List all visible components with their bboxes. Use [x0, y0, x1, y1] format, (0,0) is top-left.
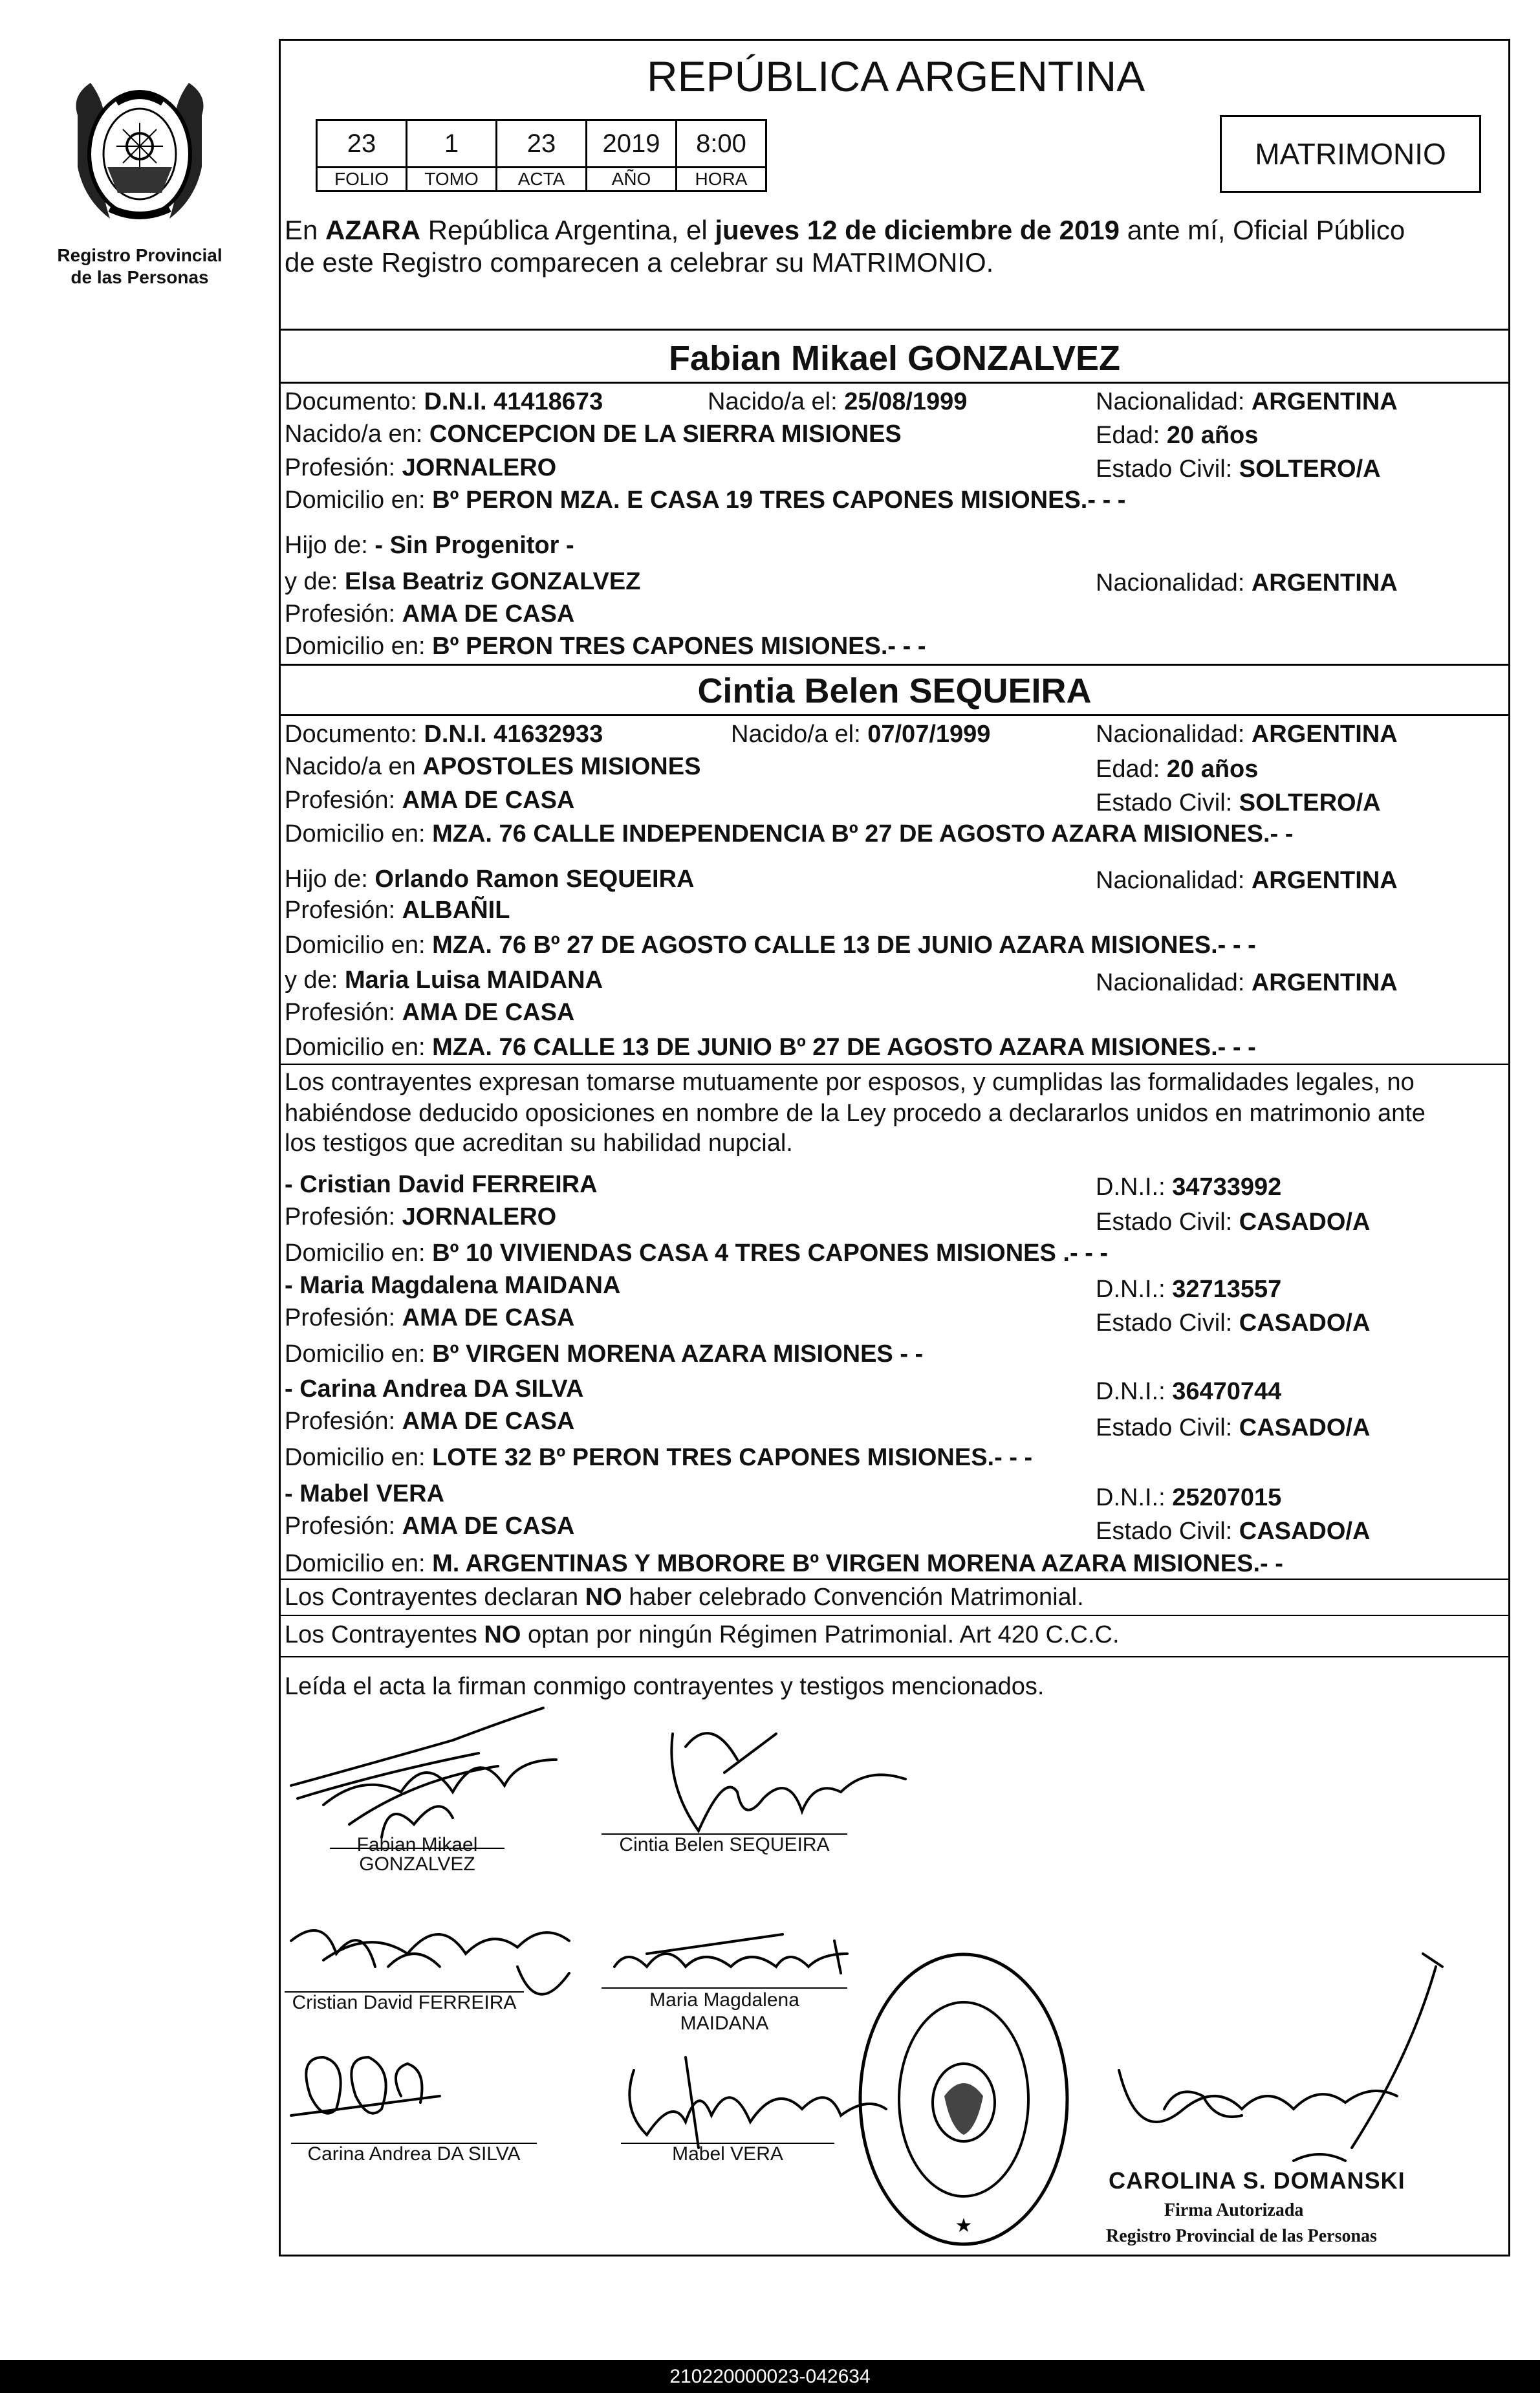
- spouse1-nationality: Nacionalidad: ARGENTINA: [1096, 388, 1398, 415]
- witness3-name: - Carina Andrea DA SILVA: [285, 1375, 584, 1403]
- folio-label: FOLIO: [317, 168, 407, 191]
- spouse1-profession: Profesión: JORNALERO: [285, 454, 557, 481]
- sig-mabel: Mabel VERA: [672, 2143, 783, 2165]
- spouse2-address: Domicilio en: MZA. 76 CALLE INDEPENDENCIA Bº 27 DE AGOSTO AZARA MISIONES.- -: [285, 820, 1294, 847]
- misiones-seal-icon: [65, 70, 215, 238]
- divider: [279, 382, 1510, 384]
- sig-fabian-line2: GONZALVEZ: [359, 1853, 475, 1875]
- witness1-name: - Cristian David FERREIRA: [285, 1171, 598, 1198]
- witness4-profession: Profesión: AMA DE CASA: [285, 1513, 575, 1540]
- acta-value: 23: [497, 120, 587, 168]
- intro-line2: de este Registro comparecen a celebrar su MATRIMONIO.: [285, 247, 994, 278]
- witness1-profession: Profesión: JORNALERO: [285, 1203, 557, 1230]
- witness2-dni: D.N.I.: 32713557: [1096, 1276, 1282, 1303]
- convention-text: Los Contrayentes declaran NO haber celebrado Convención Matrimonial.: [285, 1584, 1084, 1611]
- anio-label: AÑO: [587, 168, 677, 191]
- witness1-dni: D.N.I.: 34733992: [1096, 1174, 1282, 1201]
- sig-carina: Carina Andrea DA SILVA: [307, 2143, 521, 2165]
- spouse1-address: Domicilio en: Bº PERON MZA. E CASA 19 TRES CAPONES MISIONES.- - -: [285, 486, 1126, 514]
- official-stamp: [854, 1947, 1074, 2251]
- divider: [279, 664, 1510, 666]
- witness4-address: Domicilio en: M. ARGENTINAS Y MBORORE Bº VIRGEN MORENA AZARA MISIONES.- -: [285, 1550, 1283, 1577]
- spouse1-mother-profession: Profesión: AMA DE CASA: [285, 600, 575, 628]
- registry-table: [316, 119, 767, 192]
- acta-label: ACTA: [497, 168, 587, 191]
- hora-value: 8:00: [677, 120, 766, 168]
- declaration-line1: Los contrayentes expresan tomarse mutuamente por esposos, y cumplidas las formalidades legales, no: [285, 1069, 1415, 1096]
- document-id-bar: 210220000023-042634: [0, 2360, 1540, 2393]
- spouse2-nationality: Nacionalidad: ARGENTINA: [1096, 721, 1398, 748]
- spouse2-civil-status: Estado Civil: SOLTERO/A: [1096, 789, 1381, 816]
- closing-text: Leída el acta la firman conmigo contrayentes y testigos mencionados.: [285, 1673, 1045, 1700]
- spouse1-name: Fabian Mikael GONZALVEZ: [668, 339, 1121, 378]
- witness4-civil: Estado Civil: CASADO/A: [1096, 1518, 1371, 1545]
- certificate-type-box: MATRIMONIO: [1220, 115, 1481, 193]
- province-logo: [65, 70, 215, 238]
- spouse2-name: Cintia Belen SEQUEIRA: [697, 672, 1092, 710]
- divider: [279, 1615, 1510, 1616]
- divider: [279, 714, 1510, 716]
- witness4-name: - Mabel VERA: [285, 1480, 445, 1507]
- sig-fabian-line1: Fabian Mikael: [356, 1834, 478, 1855]
- country-title: REPÚBLICA ARGENTINA: [647, 52, 1145, 100]
- hora-label: HORA: [677, 168, 766, 191]
- sig-maria-line1: Maria Magdalena: [649, 1989, 799, 2011]
- svg-text:★: ★: [955, 2215, 973, 2236]
- divider: [279, 1579, 1510, 1580]
- spouse2-profession: Profesión: AMA DE CASA: [285, 787, 575, 814]
- spouse2-mother-nationality: Nacionalidad: ARGENTINA: [1096, 969, 1398, 996]
- spouse2-father-profession: Profesión: ALBAÑIL: [285, 897, 510, 924]
- spouse1-age: Edad: 20 años: [1096, 422, 1259, 449]
- spouse2-age: Edad: 20 años: [1096, 756, 1259, 783]
- spouse2-doc: Documento: D.N.I. 41632933: [285, 721, 603, 748]
- witness3-dni: D.N.I.: 36470744: [1096, 1378, 1282, 1405]
- spouse2-birthplace: Nacido/a en APOSTOLES MISIONES: [285, 753, 701, 780]
- logo-caption-line1: Registro Provincial: [57, 245, 222, 265]
- logo-caption-line2: de las Personas: [70, 267, 209, 287]
- regime-text: Los Contrayentes NO optan por ningún Régimen Patrimonial. Art 420 C.C.C.: [285, 1621, 1120, 1648]
- spouse1-doc: Documento: D.N.I. 41418673: [285, 388, 603, 415]
- witness3-civil: Estado Civil: CASADO/A: [1096, 1414, 1371, 1441]
- spouse1-father: Hijo de: - Sin Progenitor -: [285, 532, 574, 559]
- spouse2-father: Hijo de: Orlando Ramon SEQUEIRA: [285, 866, 695, 893]
- sig-cristian: Cristian David FERREIRA: [292, 1992, 517, 2013]
- anio-value: 2019: [587, 120, 677, 168]
- stamp-seal-icon: [854, 1947, 1074, 2251]
- witness2-civil: Estado Civil: CASADO/A: [1096, 1309, 1371, 1337]
- witness2-address: Domicilio en: Bº VIRGEN MORENA AZARA MISIONES - -: [285, 1340, 924, 1368]
- sig-cintia: Cintia Belen SEQUEIRA: [619, 1834, 830, 1855]
- divider: [279, 1064, 1510, 1065]
- spouse1-birthplace: Nacido/a en: CONCEPCION DE LA SIERRA MISIONES: [285, 421, 902, 448]
- witness3-profession: Profesión: AMA DE CASA: [285, 1408, 575, 1435]
- spouse1-mother-address: Domicilio en: Bº PERON TRES CAPONES MISIONES.- - -: [285, 633, 926, 660]
- officer-org: Registro Provincial de las Personas: [1106, 2226, 1377, 2246]
- witness1-civil: Estado Civil: CASADO/A: [1096, 1208, 1371, 1236]
- divider: [279, 329, 1510, 331]
- spouse2-born: Nacido/a el: 07/07/1999: [731, 721, 991, 748]
- witness2-profession: Profesión: AMA DE CASA: [285, 1304, 575, 1331]
- witness4-dni: D.N.I.: 25207015: [1096, 1484, 1282, 1511]
- witness3-address: Domicilio en: LOTE 32 Bº PERON TRES CAPONES MISIONES.- - -: [285, 1444, 1033, 1471]
- officer-title: Firma Autorizada: [1164, 2200, 1304, 2220]
- spouse2-mother: y de: Maria Luisa MAIDANA: [285, 967, 603, 994]
- spouse2-mother-address: Domicilio en: MZA. 76 CALLE 13 DE JUNIO Bº 27 DE AGOSTO AZARA MISIONES.- - -: [285, 1034, 1256, 1061]
- witness2-name: - Maria Magdalena MAIDANA: [285, 1272, 621, 1299]
- spouse1-mother: y de: Elsa Beatriz GONZALVEZ: [285, 568, 641, 595]
- spouse2-father-address: Domicilio en: MZA. 76 Bº 27 DE AGOSTO CALLE 13 DE JUNIO AZARA MISIONES.- - -: [285, 932, 1256, 959]
- declaration-line3: los testigos que acreditan su habilidad nupcial.: [285, 1130, 793, 1157]
- spouse1-mother-nationality: Nacionalidad: ARGENTINA: [1096, 569, 1398, 596]
- divider: [279, 1656, 1510, 1657]
- tomo-value: 1: [407, 120, 497, 168]
- folio-value: 23: [317, 120, 407, 168]
- spouse2-father-nationality: Nacionalidad: ARGENTINA: [1096, 867, 1398, 894]
- intro-line1: En AZARA República Argentina, el jueves 12 de diciembre de 2019 ante mí, Oficial Público: [285, 215, 1405, 245]
- spouse2-mother-profession: Profesión: AMA DE CASA: [285, 999, 575, 1026]
- tomo-label: TOMO: [407, 168, 497, 191]
- witness1-address: Domicilio en: Bº 10 VIVIENDAS CASA 4 TRES CAPONES MISIONES .- - -: [285, 1240, 1109, 1267]
- declaration-line2: habiéndose deducido oposiciones en nombre de la Ley procedo a declararlos unidos en matrimonio ante: [285, 1100, 1426, 1127]
- officer-name: CAROLINA S. DOMANSKI: [1109, 2167, 1405, 2194]
- spouse1-born: Nacido/a el: 25/08/1999: [708, 388, 968, 415]
- sig-maria-line2: MAIDANA: [680, 2013, 769, 2034]
- spouse1-civil-status: Estado Civil: SOLTERO/A: [1096, 455, 1381, 483]
